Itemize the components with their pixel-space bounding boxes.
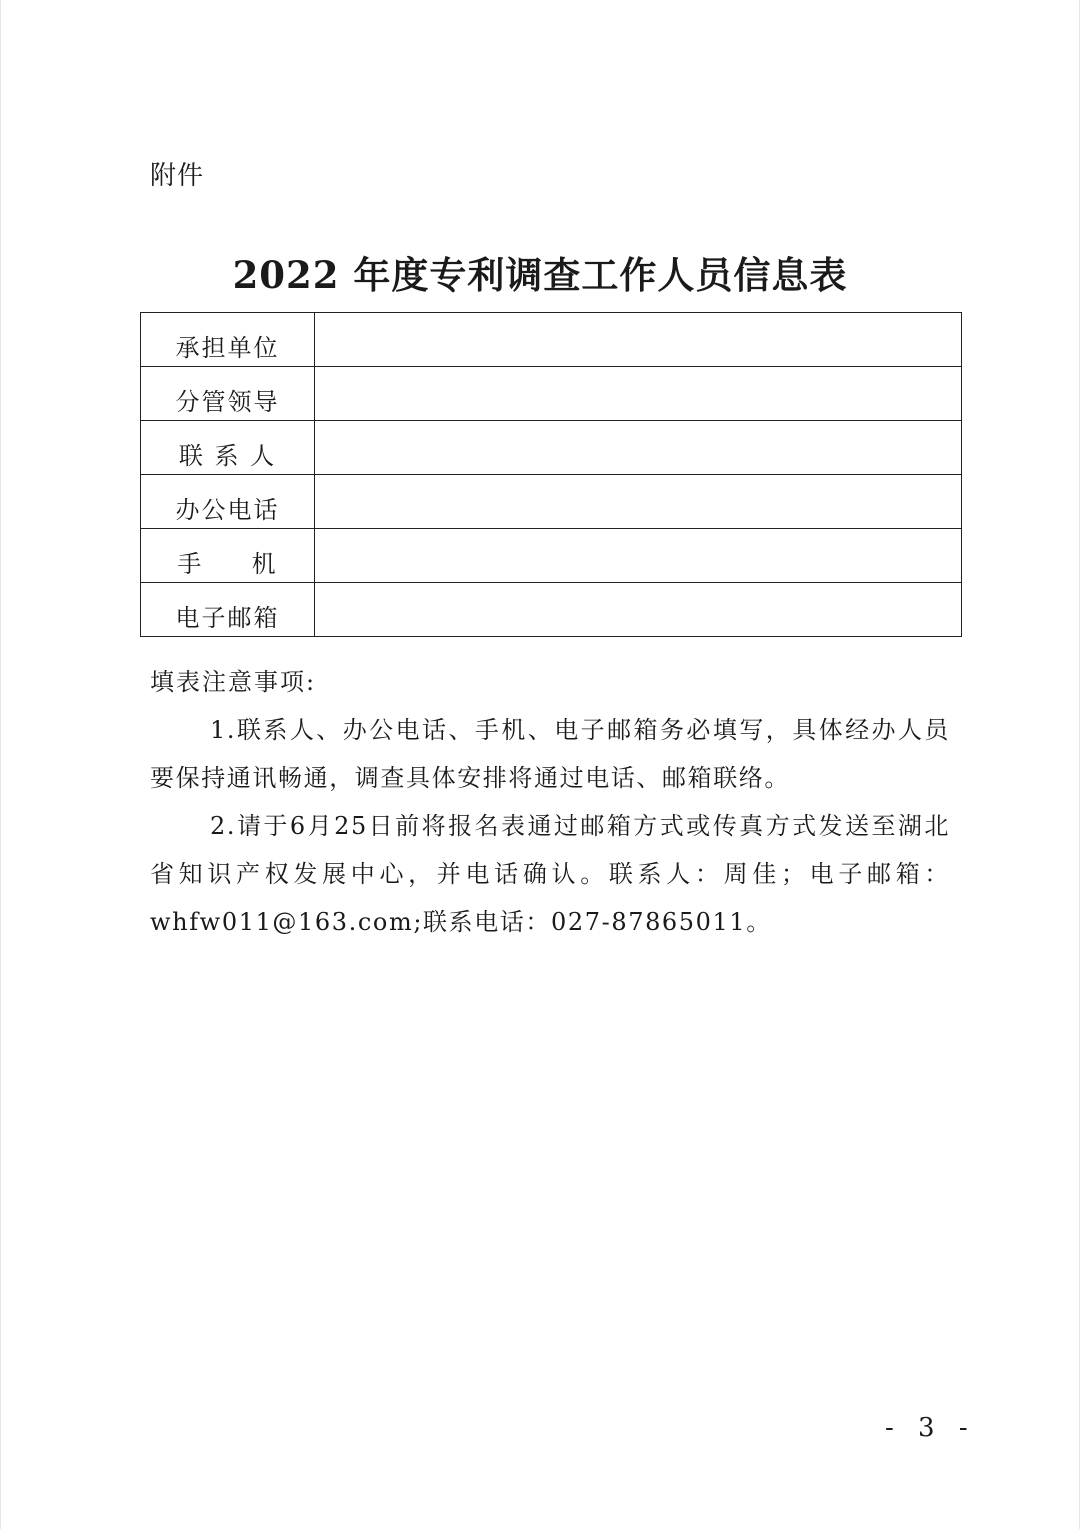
info-form-table (140, 312, 962, 637)
table-row-mobile (141, 529, 962, 583)
row-value-field[interactable] (315, 475, 962, 529)
note-item-2: 2.请于6月25日前将报名表通过邮箱方式或传真方式发送至湖北省知识产权发展中心，并电话确认。联系人：周佳；电子邮箱：whfw011@163.com;联系电话：027-87865011。 (150, 812, 950, 936)
note-item-1: 1.联系人、办公电话、手机、电子邮箱务必填写，具体经办人员要保持通讯畅通，调查具体安排将通过电话、邮箱联络。 (150, 716, 950, 792)
row-value-field[interactable] (315, 583, 962, 637)
row-label: 办公电话 (141, 475, 315, 529)
row-label: 分管领导 (141, 367, 315, 421)
table-row-unit (141, 313, 962, 367)
attachment-label: 附件 (150, 161, 205, 191)
table-row-office-phone (141, 475, 962, 529)
notes-heading: 填表注意事项: (150, 668, 317, 696)
row-value-field[interactable] (315, 421, 962, 475)
row-value-field[interactable] (315, 367, 962, 421)
notes-section (150, 658, 950, 946)
row-label: 承担单位 (141, 313, 315, 367)
row-label: 联 系 人 (141, 421, 315, 475)
table-row-email (141, 583, 962, 637)
row-value-field[interactable] (315, 529, 962, 583)
page-number: - 3 - (885, 1413, 976, 1443)
table-row-contact (141, 421, 962, 475)
table-row-leader (141, 367, 962, 421)
document-title: 2022 年度专利调查工作人员信息表 (232, 253, 848, 297)
row-label: 电子邮箱 (141, 583, 315, 637)
row-label: 手 机 (141, 529, 315, 583)
row-value-field[interactable] (315, 313, 962, 367)
